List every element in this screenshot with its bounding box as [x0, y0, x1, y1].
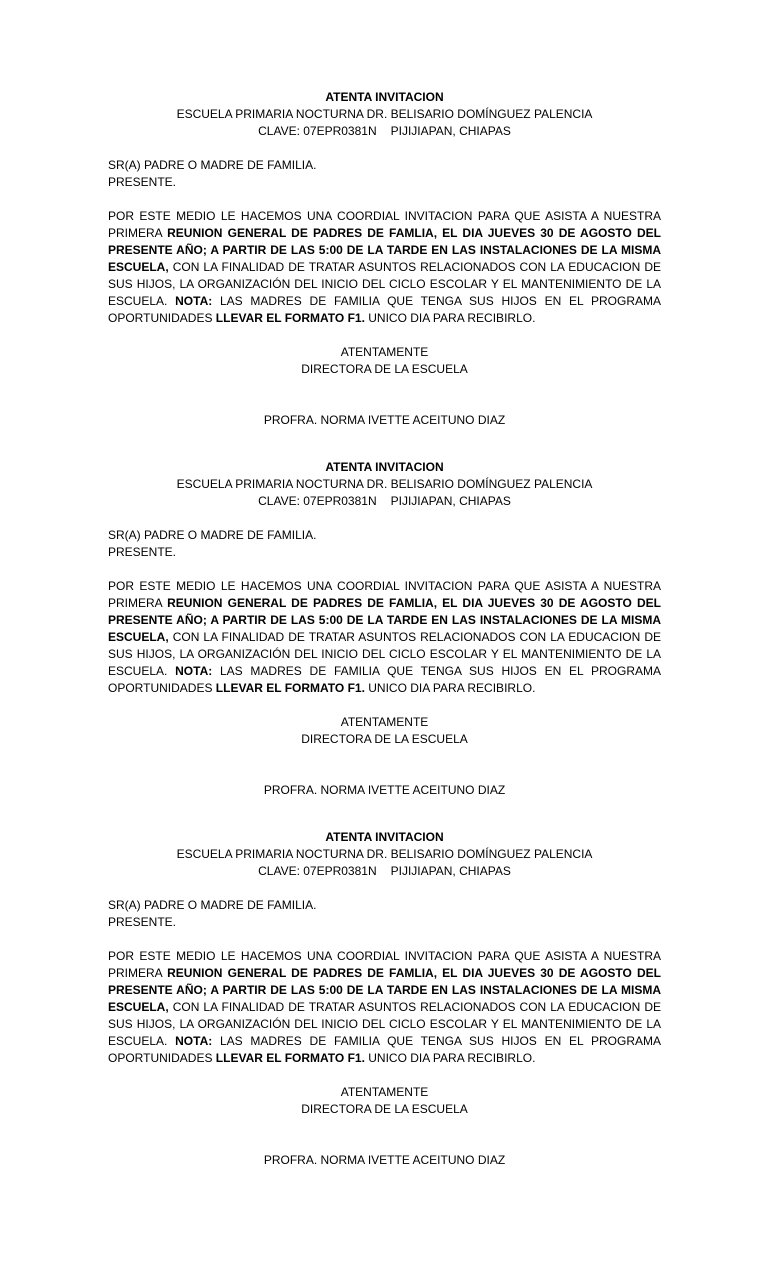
nota-text: LAS MADRES DE FAMILIA QUE TENGA SUS HIJOS EN EL PROGRAMA OPORTUNIDADES — [108, 294, 661, 325]
invitation-title: ATENTA INVITACION — [325, 830, 444, 844]
presente: PRESENTE. — [108, 545, 177, 559]
body-rest: CON LA FINALIDAD DE TRATAR ASUNTOS RELACIONADOS CON LA EDUCACION DE SUS HIJOS, LA ORGANIZACIÓN DEL INICIO DEL CICLO ESCOLAR Y EL MANTENIMIENTO DE LA ESCUELA. — [108, 630, 661, 678]
invitation-title: ATENTA INVITACION — [325, 90, 444, 104]
signer-role: DIRECTORA DE LA ESCUELA — [301, 362, 468, 376]
signer-name: PROFRA. NORMA IVETTE ACEITUNO DIAZ — [263, 413, 506, 427]
body-bold: REUNION GENERAL DE PADRES DE FAMLIA, EL DIA JUEVES 30 DE AGOSTO DEL PRESENTE AÑO; A PARTIR DE LAS 5:00 DE LA TARDE EN LAS INSTALACIONES DE LA MISMA ESCUELA, — [108, 226, 661, 274]
invitation-body — [108, 948, 661, 1067]
invitation-title: ATENTA INVITACION — [325, 460, 444, 474]
nota-label: NOTA: — [175, 294, 213, 308]
body-bold: REUNION GENERAL DE PADRES DE FAMLIA, EL DIA JUEVES 30 DE AGOSTO DEL PRESENTE AÑO; A PARTIR DE LAS 5:00 DE LA TARDE EN LAS INSTALACIONES DE LA MISMA ESCUELA, — [108, 966, 661, 1014]
body-intro: POR ESTE MEDIO LE HACEMOS UNA COORDIAL INVITACION PARA QUE ASISTA A NUESTRA PRIMERA — [108, 579, 661, 610]
school-location: PIJIJIAPAN, CHIAPAS — [390, 124, 511, 138]
school-clave-line — [108, 863, 661, 880]
invitation-body — [108, 208, 661, 327]
nota-bold: LLEVAR EL FORMATO F1. — [215, 1051, 365, 1065]
nota-bold: LLEVAR EL FORMATO F1. — [215, 311, 365, 325]
signer-role: DIRECTORA DE LA ESCUELA — [301, 1102, 468, 1116]
body-rest: CON LA FINALIDAD DE TRATAR ASUNTOS RELACIONADOS CON LA EDUCACION DE SUS HIJOS, LA ORGANIZACIÓN DEL INICIO DEL CICLO ESCOLAR Y EL MANTENIMIENTO DE LA ESCUELA. — [108, 260, 661, 308]
nota-label: NOTA: — [175, 1034, 213, 1048]
closing: ATENTAMENTE — [340, 345, 429, 359]
signer-name: PROFRA. NORMA IVETTE ACEITUNO DIAZ — [263, 783, 506, 797]
invitation-block-1 — [108, 89, 661, 429]
school-clave: CLAVE: 07EPR0381N — [258, 124, 377, 138]
school-clave: CLAVE: 07EPR0381N — [258, 864, 377, 878]
presente: PRESENTE. — [108, 915, 177, 929]
signer-role: DIRECTORA DE LA ESCUELA — [301, 732, 468, 746]
school-location: PIJIJIAPAN, CHIAPAS — [390, 864, 511, 878]
school-clave: CLAVE: 07EPR0381N — [258, 494, 377, 508]
nota-end: UNICO DIA PARA RECIBIRLO. — [364, 311, 536, 325]
school-name: ESCUELA PRIMARIA NOCTURNA DR. BELISARIO DOMÍNGUEZ PALENCIA — [176, 477, 593, 491]
school-clave-line — [108, 123, 661, 140]
nota-text: LAS MADRES DE FAMILIA QUE TENGA SUS HIJOS EN EL PROGRAMA OPORTUNIDADES — [108, 1034, 661, 1065]
school-location: PIJIJIAPAN, CHIAPAS — [390, 494, 511, 508]
invitation-block-3 — [108, 829, 661, 1169]
signer-name: PROFRA. NORMA IVETTE ACEITUNO DIAZ — [263, 1153, 506, 1167]
nota-end: UNICO DIA PARA RECIBIRLO. — [364, 1051, 536, 1065]
body-intro: POR ESTE MEDIO LE HACEMOS UNA COORDIAL INVITACION PARA QUE ASISTA A NUESTRA PRIMERA — [108, 209, 661, 240]
invitation-block-2 — [108, 459, 661, 799]
school-clave-line — [108, 493, 661, 510]
body-bold: REUNION GENERAL DE PADRES DE FAMLIA, EL DIA JUEVES 30 DE AGOSTO DEL PRESENTE AÑO; A PARTIR DE LAS 5:00 DE LA TARDE EN LAS INSTALACIONES DE LA MISMA ESCUELA, — [108, 596, 661, 644]
salutation: SR(A) PADRE O MADRE DE FAMILIA. — [108, 528, 317, 542]
nota-text: LAS MADRES DE FAMILIA QUE TENGA SUS HIJOS EN EL PROGRAMA OPORTUNIDADES — [108, 664, 661, 695]
nota-end: UNICO DIA PARA RECIBIRLO. — [364, 681, 536, 695]
school-name: ESCUELA PRIMARIA NOCTURNA DR. BELISARIO DOMÍNGUEZ PALENCIA — [176, 847, 593, 861]
salutation: SR(A) PADRE O MADRE DE FAMILIA. — [108, 158, 317, 172]
invitation-body — [108, 578, 661, 697]
closing: ATENTAMENTE — [340, 1085, 429, 1099]
body-intro: POR ESTE MEDIO LE HACEMOS UNA COORDIAL INVITACION PARA QUE ASISTA A NUESTRA PRIMERA — [108, 949, 661, 980]
nota-bold: LLEVAR EL FORMATO F1. — [215, 681, 365, 695]
salutation: SR(A) PADRE O MADRE DE FAMILIA. — [108, 898, 317, 912]
closing: ATENTAMENTE — [340, 715, 429, 729]
presente: PRESENTE. — [108, 175, 177, 189]
nota-label: NOTA: — [175, 664, 213, 678]
school-name: ESCUELA PRIMARIA NOCTURNA DR. BELISARIO DOMÍNGUEZ PALENCIA — [176, 107, 593, 121]
body-rest: CON LA FINALIDAD DE TRATAR ASUNTOS RELACIONADOS CON LA EDUCACION DE SUS HIJOS, LA ORGANIZACIÓN DEL INICIO DEL CICLO ESCOLAR Y EL MANTENIMIENTO DE LA ESCUELA. — [108, 1000, 661, 1048]
